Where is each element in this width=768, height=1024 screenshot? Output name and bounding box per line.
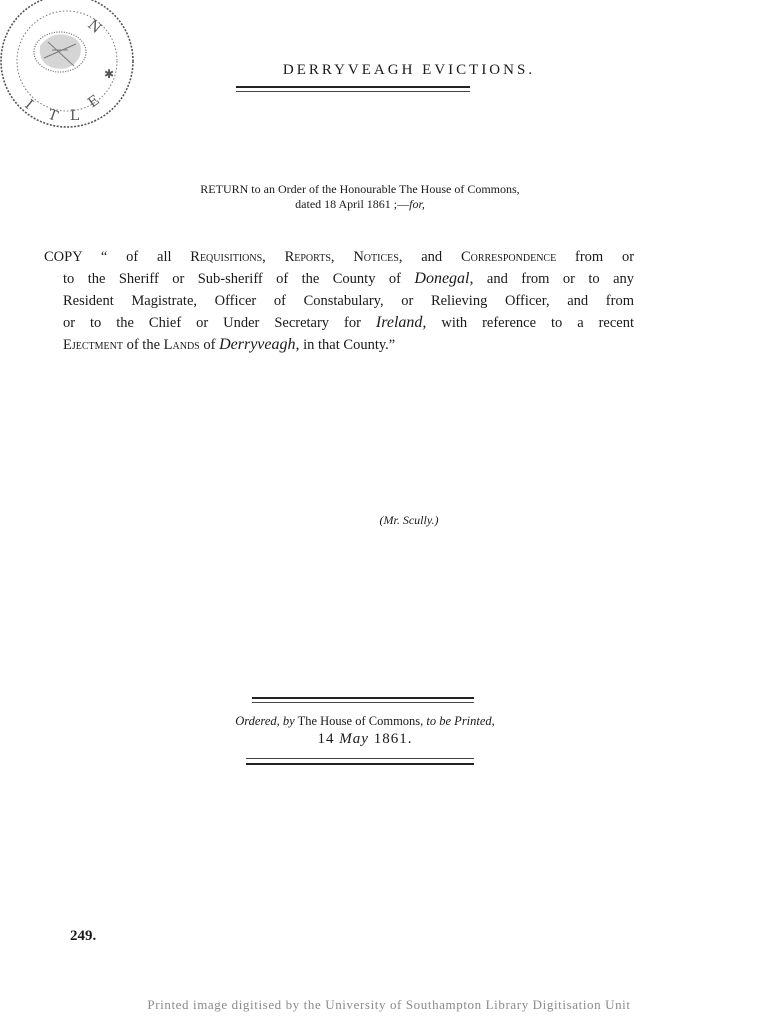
term-reports: Reports [284,249,331,265]
copy-text: from or [556,249,635,265]
copy-text: , [262,249,285,265]
return-order-heading [130,182,590,212]
copy-text: , [330,249,354,265]
place-derryveagh: Derryveagh, [219,336,300,353]
page-number: 249. [70,928,97,944]
ordered-date-year: 1861. [373,731,413,747]
term-notices: Notices [353,249,399,265]
copy-line-3: Resident Magistrate, Officer of Constabulary, or Relieving Officer, and from [63,293,634,309]
svg-text:N: N [84,16,105,37]
term-requisitions: Requisitions [190,249,263,265]
mover-name: (Mr. Scully.) [379,513,439,527]
copy-text: and from or to any [473,271,635,287]
svg-text:I: I [21,96,36,113]
copy-text: COPY “ of all [44,249,191,265]
copy-text: in that County.” [299,337,396,353]
return-order-text: to an Order of the Honourable The House of Commons, [251,182,520,196]
return-date-text: dated 18 April 1861 ;— [295,197,410,211]
return-line-2 [130,197,590,212]
title-rule-top [236,86,470,88]
ordered-date [150,730,580,748]
term-correspondence: Correspondence [460,249,557,265]
copy-text: to the Sheriff or Sub-sheriff of the County of [63,271,415,287]
ordered-house: The House of Commons, [297,714,424,728]
copy-paragraph [44,246,634,356]
ordered-by: by [282,714,295,728]
ordered-printed: to be Printed, [426,714,495,728]
copy-line-5 [44,334,634,356]
copy-text: with reference to a recent [426,315,634,331]
term-ejectment: Ejectment [63,337,123,353]
svg-text:L: L [70,108,80,124]
svg-text:E: E [85,92,103,112]
copy-text: or to the Chief or Under Secretary for [63,315,376,331]
ordered-date-day: 14 [317,731,335,747]
svg-text:✱: ✱ [104,67,115,81]
place-donegal: Donegal, [414,270,474,287]
copy-text: of [199,337,220,353]
copy-line-1 [44,246,634,268]
ordered-rule-bottom-thick [246,763,474,765]
ordered-rule-top-thick [252,697,474,699]
svg-text:T: T [45,106,60,125]
digitisation-footer: Printed image digitised by the University of Southampton Library Digitisation Unit [147,997,631,1012]
copy-text: , and [398,249,461,265]
document-title: DERRYVEAGH EVICTIONS. [282,62,536,78]
ordered-line-1 [150,712,580,730]
term-lands: Lands [163,337,200,353]
place-ireland: Ireland, [375,314,427,331]
copy-line-4 [44,312,634,334]
ordered-text: Ordered, [235,714,280,728]
ordered-to-be-printed [150,712,580,748]
copy-line-2 [44,268,634,290]
return-line-1 [130,182,590,197]
ordered-rule-bottom-thin [246,758,474,759]
ordered-rule-top-thin [252,702,474,703]
copy-text: of the [122,337,164,353]
return-label: RETURN [200,182,249,196]
return-for-text: for, [409,197,425,211]
title-rule-bottom [236,91,470,92]
ordered-date-month: May [339,731,369,747]
